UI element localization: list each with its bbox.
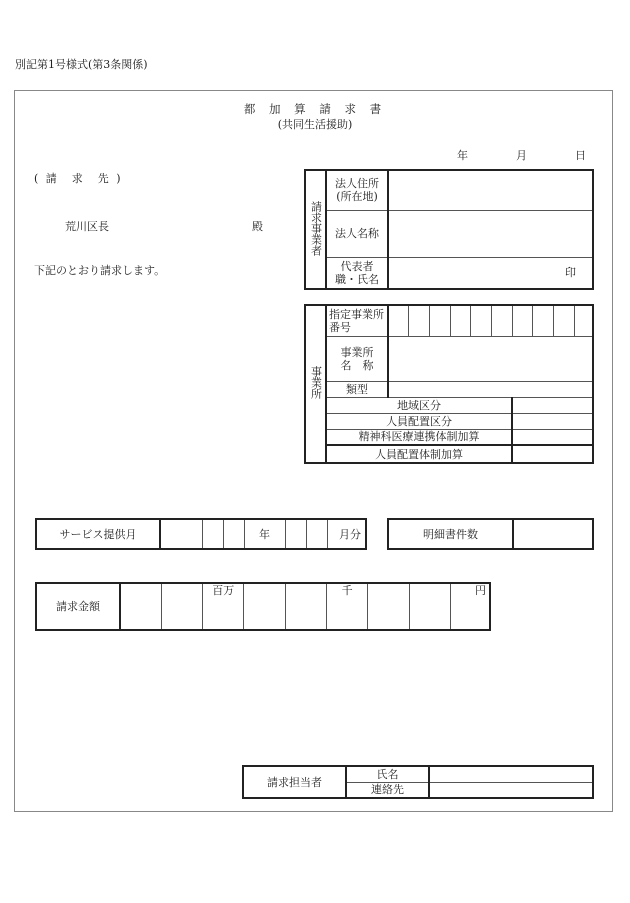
office-type-field[interactable] bbox=[388, 381, 593, 397]
form-title: 都 加 算 請 求 書 bbox=[243, 102, 387, 116]
office-number-digit[interactable] bbox=[409, 305, 430, 336]
office-type-label: 類型 bbox=[326, 381, 388, 397]
claimant-group-label: 請求事業者 bbox=[305, 170, 326, 289]
claimant-table bbox=[304, 169, 594, 290]
staffing-system-addition-label: 人員配置体制加算 bbox=[326, 445, 512, 463]
office-number-digit[interactable] bbox=[533, 305, 554, 336]
detail-count-field[interactable] bbox=[513, 519, 593, 549]
contact-table bbox=[242, 765, 594, 799]
request-statement: 下記のとおり請求します。 bbox=[34, 264, 166, 277]
service-month-table bbox=[35, 518, 367, 550]
date-year-label: 年 bbox=[457, 149, 468, 162]
claimant-address-field[interactable] bbox=[388, 170, 593, 210]
unit-yen-label: 円 bbox=[475, 584, 486, 597]
claimant-address-label: 法人住所 (所在地) bbox=[326, 170, 388, 210]
service-month-digit[interactable] bbox=[285, 519, 306, 549]
amount-digit[interactable] bbox=[120, 583, 161, 630]
amount-digit[interactable] bbox=[244, 583, 285, 630]
office-number-digit[interactable] bbox=[388, 305, 409, 336]
amount-label: 請求金額 bbox=[36, 583, 120, 630]
amount-digit-thousand[interactable] bbox=[326, 583, 367, 630]
claimant-corp-name-field[interactable] bbox=[388, 210, 593, 257]
amount-digit-million[interactable] bbox=[203, 583, 244, 630]
staffing-category-field[interactable] bbox=[512, 413, 593, 429]
amount-table bbox=[35, 582, 491, 631]
form-id: 別記第1号様式(第3条関係) bbox=[15, 58, 148, 71]
detail-count-table bbox=[387, 518, 594, 550]
recipient-heading: ( 請 求 先 ) bbox=[34, 172, 123, 185]
contact-label: 請求担当者 bbox=[243, 766, 346, 798]
office-number-digit[interactable] bbox=[429, 305, 450, 336]
psychiatric-coop-addition-label: 精神科医療連携体制加算 bbox=[326, 429, 512, 445]
office-table bbox=[304, 304, 594, 464]
form-subtitle: (共同生活援助) bbox=[277, 118, 353, 131]
date-day-label: 日 bbox=[575, 149, 586, 162]
service-month-digit[interactable] bbox=[306, 519, 327, 549]
unit-thousand-label: 千 bbox=[341, 584, 353, 597]
claimant-corp-name-label: 法人名称 bbox=[326, 210, 388, 257]
amount-digit-yen[interactable] bbox=[450, 583, 490, 630]
unit-million-label: 百万 bbox=[212, 584, 235, 597]
contact-phone-label: 連絡先 bbox=[346, 782, 429, 798]
claimant-representative-label: 代表者 職・氏名 bbox=[326, 257, 388, 289]
office-number-digit[interactable] bbox=[554, 305, 575, 336]
amount-digit[interactable] bbox=[368, 583, 409, 630]
office-number-digit[interactable] bbox=[450, 305, 471, 336]
office-number-digit[interactable] bbox=[491, 305, 512, 336]
contact-name-field[interactable] bbox=[429, 766, 593, 782]
service-year-digit[interactable] bbox=[202, 519, 223, 549]
staffing-system-addition-field[interactable] bbox=[512, 445, 593, 463]
recipient-honorific: 殿 bbox=[252, 220, 263, 233]
service-month-label: サービス提供月 bbox=[36, 519, 160, 549]
service-year-digit[interactable] bbox=[160, 519, 202, 549]
service-year-unit: 年 bbox=[244, 519, 285, 549]
service-month-unit: 月分 bbox=[327, 519, 366, 549]
office-name-label: 事業所 名 称 bbox=[326, 336, 388, 381]
amount-digit[interactable] bbox=[161, 583, 202, 630]
amount-digit[interactable] bbox=[409, 583, 450, 630]
contact-name-label: 氏名 bbox=[346, 766, 429, 782]
office-number-digit[interactable] bbox=[574, 305, 593, 336]
recipient-name: 荒川区長 bbox=[65, 220, 109, 233]
claimant-representative-field[interactable] bbox=[388, 257, 593, 289]
seal-mark: 印 bbox=[565, 266, 576, 280]
date-month-label: 月 bbox=[516, 149, 527, 162]
office-number-label: 指定事業所 番号 bbox=[326, 305, 388, 336]
service-year-digit[interactable] bbox=[223, 519, 244, 549]
detail-count-label: 明細書件数 bbox=[388, 519, 513, 549]
amount-digit[interactable] bbox=[285, 583, 326, 630]
office-number-digit[interactable] bbox=[512, 305, 533, 336]
region-category-field[interactable] bbox=[512, 397, 593, 413]
psychiatric-coop-addition-field[interactable] bbox=[512, 429, 593, 445]
office-group-label: 事業所 bbox=[305, 305, 326, 463]
contact-phone-field[interactable] bbox=[429, 782, 593, 798]
office-number-digit[interactable] bbox=[471, 305, 492, 336]
office-name-field[interactable] bbox=[388, 336, 593, 381]
region-category-label: 地域区分 bbox=[326, 397, 512, 413]
staffing-category-label: 人員配置区分 bbox=[326, 413, 512, 429]
